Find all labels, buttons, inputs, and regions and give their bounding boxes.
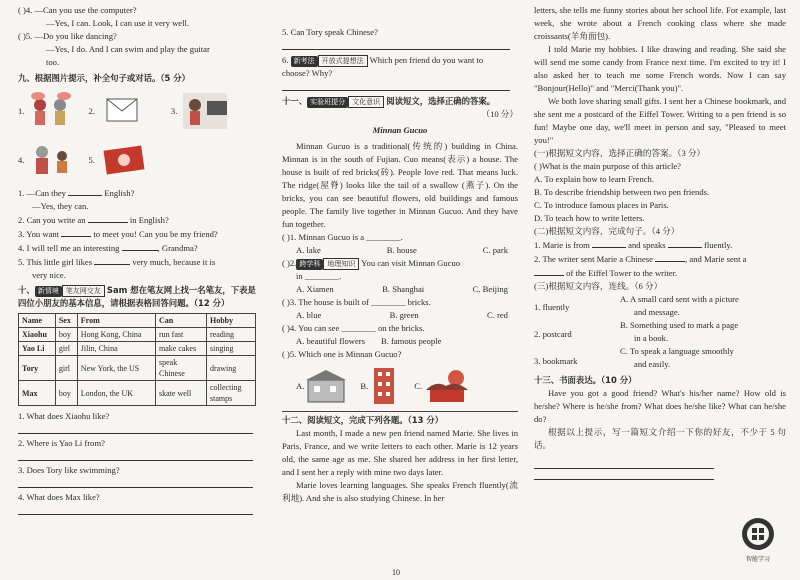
passage-2-p1: letters, she tells me funny stories about her school life. For example, last week, she wrote about a French cooking class where she made croissants(羊角面包). [534, 5, 786, 41]
pic-label-4: 4. [18, 154, 25, 165]
tall-brick-building-icon [368, 366, 400, 406]
mc-question-5: ( )5. Which one is Minnan Gucuo? [282, 349, 402, 360]
passage-2-p3: We both love sharing small gifts. I sent her a Chinese bookmark, and she sent me a postcard of the Eiffel Tower. Writing to a pen friend is so fun! Maybe one day, we'll meet in person and say, "Pleased to meet you!" [534, 96, 786, 145]
option-b: B. To describe friendship between two pen friends. [534, 187, 710, 197]
mc-question-3: ( )3. The house is built of ________ bricks. [282, 297, 431, 308]
table-header-row: Name Sex From Can Hobby [19, 314, 256, 328]
writing-line[interactable] [534, 473, 714, 480]
study-logo: 智能学习 [740, 516, 776, 563]
new-situation-tag: 新情境 [35, 286, 62, 297]
sec9-q5-cont: very nice. [32, 270, 66, 280]
qr-badge-icon [740, 516, 776, 552]
table-row: Max boy London, the UK skate well collecting stamps [19, 381, 256, 406]
passage-2-body-cont: Marie loves learning languages. She speaks French fluently(流利地). And she is also studying Chinese. In her [282, 480, 518, 504]
table-question-5: 5. Can Tory speak Chinese? [282, 27, 378, 37]
middle-column [282, 0, 518, 568]
table-question-1: 1. What does Xiaohu like? [18, 411, 110, 422]
part-1-title: (一)根据短文内容，选择正确的答案。（3 分） [534, 148, 706, 158]
mc-question-4: ( )4. You can see ________ on the bricks. [282, 323, 425, 334]
divider [282, 411, 518, 412]
section-12-title: 十二、阅读短文，完成下列各题。（13 分） [282, 415, 444, 426]
part-2-title: (二)根据短文内容，完成句子。（4 分） [534, 226, 680, 236]
new-method-tag: 新考法 [291, 56, 318, 67]
part-1-question: ( )What is the main purpose of this article? [534, 161, 682, 171]
table-question-4: 4. What does Max like? [18, 492, 100, 503]
penpal-site-tag: 笔友网交友 [62, 285, 105, 297]
answer-line[interactable] [18, 508, 253, 515]
table-row: Yao Li girl Jilin, China make cakes singing [19, 342, 256, 356]
answer-line[interactable] [18, 454, 253, 461]
cross-subject-tag: 跨学科 [296, 259, 323, 270]
fill-2-cont: of the Eiffel Tower to the writer. [534, 266, 786, 280]
answer-line[interactable] [282, 43, 510, 50]
match-right: A. A small card sent with a picture and message. B. Something used to mark a page in a book. C. To speak a language smoothly and easily. [620, 294, 739, 369]
sec9-q5: 5. This little girl likes very much, because it is [18, 257, 216, 267]
picture-row-2 [18, 137, 266, 183]
building-options: A. B. C. [282, 364, 518, 408]
answer-line[interactable] [18, 481, 253, 488]
writing-instruction: 根据以上提示，写一篇短文介绍一下你的好友，不少于 5 句话。 [534, 427, 786, 450]
section-11-title: 十一、 实验班提分 文化意识 阅读短文，选择正确的答案。 [282, 96, 496, 107]
picture-row [18, 88, 266, 134]
part-3-title: (三)根据短文内容，连线。（6 分） [534, 281, 663, 291]
paper-cutting-picture [99, 140, 145, 180]
table-question-3: 3. Does Tory like swimming? [18, 465, 120, 476]
culture-tag: 文化意识 [348, 96, 384, 108]
option-a: A. To explain how to learn French. [534, 174, 655, 184]
section-13-title: 十三、书面表达。（10 分） [534, 375, 637, 385]
answer-line[interactable] [18, 427, 253, 434]
passage-2-p2: I told Marie my hobbies. I like drawing and reading. She said she will send me some candy from France next time. I'm excited to try it! I also asked her to teach me some French words. Now I can say "Bonjour(Hello)" and "Merci(Thank you)". [534, 44, 786, 93]
right-column [534, 0, 786, 568]
table-row: Tory girl New York, the US speak Chinese drawing [19, 356, 256, 381]
children-hello-picture [28, 91, 74, 131]
passage-body: Minnan Gucuo is a traditional(传统的) building in China. Minnan is in the south of Fujian. Cuo means(表示) a house. The house is built of red bricks(砖). People love red. That means luck. The ridge(屋脊) looks like the tail of a swallow (燕子). On the bricks, you can see beautiful flowers, old buildings and famous people. The family live together in Minnan Gucuo. And they have fun together. [282, 141, 518, 230]
q5-answer: —Yes, I do. And I can swim and play the guitar [46, 44, 210, 54]
left-column [18, 0, 266, 568]
matching-area [534, 293, 786, 371]
open-idea-tag: 开放式提想法 [318, 55, 368, 67]
answer-line[interactable] [282, 84, 510, 91]
writing-line[interactable] [534, 462, 714, 469]
mc-options-3: A. blue B. green C. red [296, 310, 508, 321]
mc-options-4: A. beautiful flowers B. famous people [296, 336, 442, 347]
pic-label-2: 2. [88, 105, 95, 116]
section-9-title: 九、根据图片提示，补全句子或对话。（5 分） [18, 73, 191, 83]
section-10-subtitle: 四位小朋友的基本信息，请根据表格回答问题。（12 分） [18, 298, 230, 309]
sec9-q1: 1. —Can they English? [18, 188, 135, 198]
sec9-q4: 4. I will tell me an interesting , Grandma? [18, 243, 198, 253]
fill-2: 2. The writer sent Marie a Chinese , and Marie sent a [534, 254, 747, 264]
mc-options-2: A. Xiamen B. Shanghai C. Beijing [296, 284, 508, 295]
geography-tag: 地理知识 [323, 258, 359, 270]
mc-question-1: ( )1. Minnan Gucuo is a ________. [282, 232, 403, 243]
pic-label-3: 3. [170, 105, 178, 116]
sec9-q2: 2. Can you write an in English? [18, 215, 169, 225]
option-c: C. To introduce famous places in Paris. [534, 200, 669, 210]
grandma-story-picture [28, 140, 74, 180]
passage-2-body: Last month, I made a new pen friend named Marie. She lives in Paris, France, and we write letters to each other. Marie is 12 years old, the same age as me. She shared her address in her first letter, and I sent her a reply with mine two days later. [282, 428, 518, 478]
fill-1: 1. Marie is from and speaks fluently. [534, 240, 733, 250]
girl-computer-picture [181, 91, 227, 131]
mc-question-2: ( )2. 跨学科 地理知识 You can visit Minnan Gucuo [282, 258, 461, 269]
passage-title: Minnan Gucuo [372, 125, 428, 136]
page-number: 10 [392, 568, 400, 577]
sec9-q3: 3. You want to meet you! Can you be my friend? [18, 229, 218, 239]
pic-label-1: 1. [18, 105, 25, 116]
q5-answer-cont: too. [46, 57, 60, 67]
sec9-q1-answer: —Yes, they can. [32, 201, 89, 211]
table-question-6-cont: choose? Why? [282, 68, 333, 79]
writing-prompt: Have you got a good friend? What's his/her name? How old is he/she? Where is he/she from? What does he/she like? What can he/she do? [534, 388, 786, 424]
q5-line: ( )5. —Do you like dancing? [18, 31, 117, 41]
advanced-class-tag: 实验班提分 [307, 97, 348, 108]
table-question-2: 2. Where is Yao Li from? [18, 438, 105, 449]
match-left: 1. fluently 2. postcard 3. bookmark [534, 302, 578, 366]
table-row: Xiaohu boy Hong Kong, China run fast reading [19, 328, 256, 342]
q4-answer: —Yes, I can. Look, I can use it very well. [46, 18, 190, 28]
modern-building-icon [304, 366, 348, 406]
q4-line: ( )4. —Can you use the computer? [18, 5, 137, 15]
mc-options-1: A. lake B. house C. park [296, 245, 508, 256]
red-house-swallow-roof-icon [422, 366, 472, 406]
pen-friend-table [18, 313, 256, 406]
section-10-title: 十、 新情境 笔友网交友 Sam 想在笔友网上找一名笔友，下表是 [18, 285, 256, 296]
option-d: D. To teach how to write letters. [534, 213, 645, 223]
letter-envelope-picture [99, 91, 145, 131]
table-question-6: 6. 新考法 开放式提想法 Which pen friend do you want to [282, 55, 484, 66]
pic-label-5: 5. [88, 154, 95, 165]
section-11-score: （10 分） [481, 109, 518, 120]
mc-question-2-cont: in ________. [296, 271, 342, 282]
